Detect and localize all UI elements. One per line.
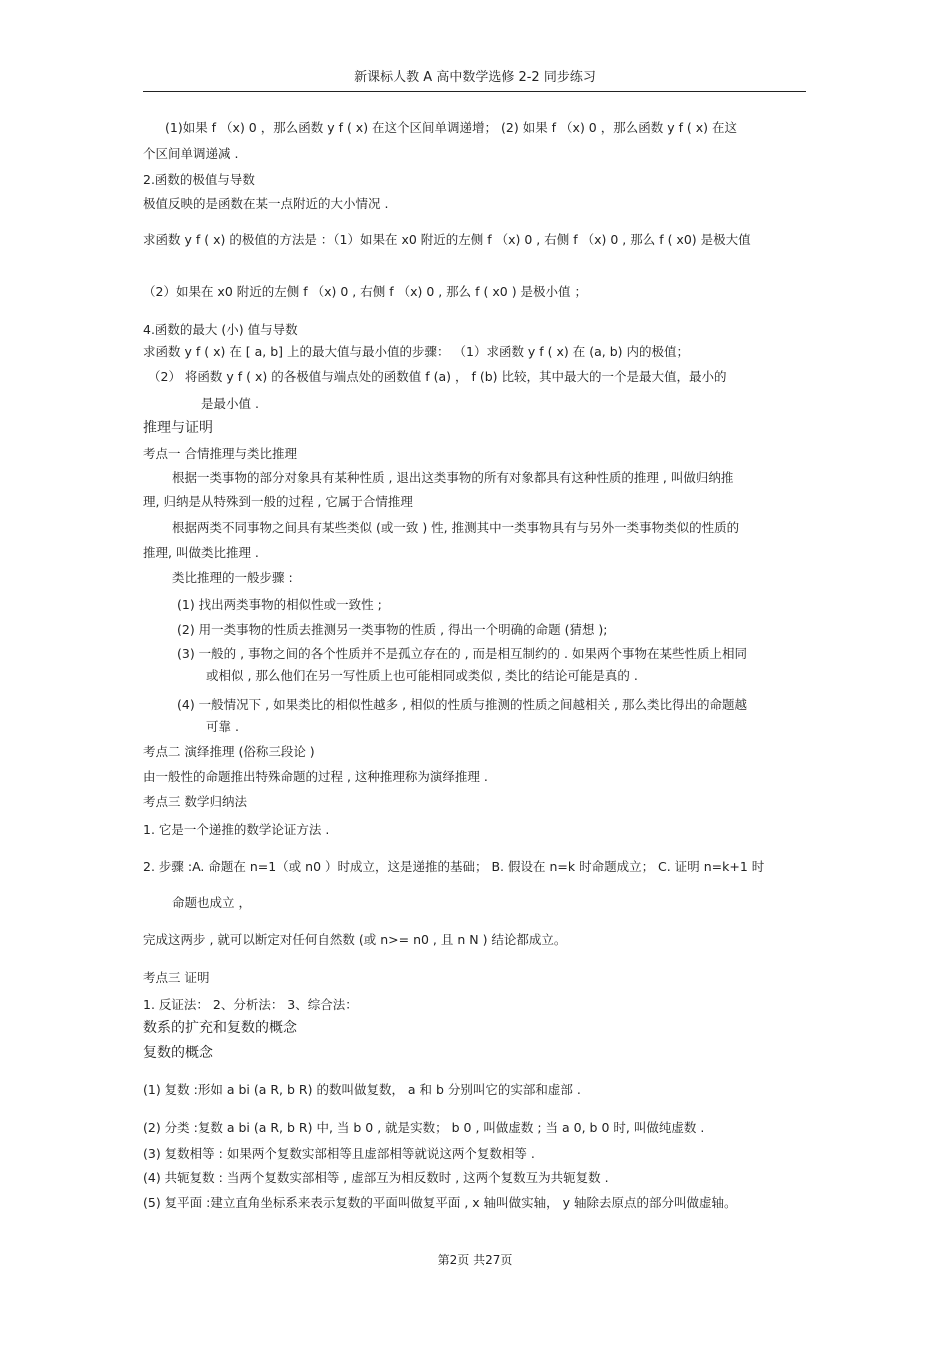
section-heading: 复数的概念 [143,1045,213,1061]
text-line: 命题也成立 ， [172,895,251,910]
text-line: 由一般性的命题推出特殊命题的过程 , 这种推理称为演绎推理 . [143,769,488,784]
text-line: 类比推理的一般步骤 : [172,570,293,585]
text-line: 1. 它是一个递推的数学论证方法 . [143,822,330,837]
text-line: 或相似 , 那么他们在另一写性质上也可能相同或类似 , 类比的结论可能是真的 . [206,668,638,683]
section-heading: 推理与证明 [143,420,213,436]
text-line: (1) 复数 :形如 a bi (a R, b R) 的数叫做复数， a 和 b 分别叫它的实部和虚部 . [143,1082,581,1097]
text-line: 求函数 y f ( x) 的极值的方法是 ：（1）如果在 x0 附近的左侧 f （x) 0 , 右侧 f （x) 0 , 那么 f ( x0) 是极大值 [143,232,751,247]
text-line: 推理, 叫做类比推理 . [143,545,259,560]
header-rule [143,91,806,92]
text-line: 2.函数的极值与导数 [143,172,255,187]
section-heading: 数系的扩充和复数的概念 [143,1020,297,1036]
text-line: （2）如果在 x0 附近的左侧 f （x) 0 , 右侧 f （x) 0 , 那么 f ( x0 ) 是极小值 ； [143,284,588,299]
text-line: 理, 归纳是从特殊到一般的过程 , 它属于合情推理 [143,494,413,509]
text-line: 可靠 . [206,719,239,734]
text-line: 极值反映的是函数在某一点附近的大小情况 . [143,196,389,211]
page-footer: 第2页 共27页 [437,1253,513,1267]
text-line: 考点二 演绎推理 (俗称三段论 ) [143,744,315,759]
text-line: (1)如果 f （x) 0 ，那么函数 y f ( x) 在这个区间单调递增； (2) 如果 f （x) 0 ，那么函数 y f ( x) 在这 [165,120,738,135]
text-line: (4) 一般情况下 , 如果类比的相似性越多 , 相似的性质与推测的性质之间越相关 , 那么类比得出的命题越 [177,697,747,712]
text-line: (3) 复数相等 : 如果两个复数实部相等且虚部相等就说这两个复数相等 . [143,1146,535,1161]
text-line: (2) 分类 :复数 a bi (a R, b R) 中, 当 b 0 , 就是实数； b 0 , 叫做虚数 ; 当 a 0, b 0 时, 叫做纯虚数 . [143,1120,705,1135]
text-line: 完成这两步 , 就可以断定对任何自然数 (或 n>= n0 , 且 n N ) 结论都成立。 [143,932,567,947]
text-line: 1. 反证法： 2、分析法： 3、综合法： [143,997,358,1012]
text-line: 根据一类事物的部分对象具有某种性质 , 退出这类事物的所有对象都具有这种性质的推理 , 叫做归纳推 [172,470,734,485]
text-line: 考点一 合情推理与类比推理 [143,446,297,461]
text-line: (1) 找出两类事物的相似性或一致性 ; [177,597,382,612]
page-header: 新课标人教 A 高中数学选修 2-2 同步练习 [354,70,596,85]
text-line: (4) 共轭复数 : 当两个复数实部相等 , 虚部互为相反数时 , 这两个复数互为共轭复数 . [143,1170,609,1185]
text-line: 考点三 数学归纳法 [143,794,247,809]
text-line: 4.函数的最大 (小) 值与导数 [143,322,298,337]
text-line: 求函数 y f ( x) 在 [ a, b] 上的最大值与最小值的步骤： （1）求函数 y f ( x) 在 (a, b) 内的极值； [143,344,690,359]
text-line: 是最小值 . [201,396,259,411]
text-line: （2） 将函数 y f ( x) 的各极值与端点处的函数值 f (a) ， f (b) 比较，其中最大的一个是最大值，最小的 [148,369,727,384]
text-line: (2) 用一类事物的性质去推测另一类事物的性质 , 得出一个明确的命题 (猜想 ); [177,622,608,637]
text-line: 2. 步骤 :A. 命题在 n=1（或 n0 ）时成立，这是递推的基础； B. 假设在 n=k 时命题成立； C. 证明 n=k+1 时 [143,859,765,874]
text-line: 根据两类不同事物之间具有某些类似 (或一致 ) 性, 推测其中一类事物具有与另外一类事物类似的性质的 [172,520,740,535]
text-line: 考点三 证明 [143,970,210,985]
text-line: 个区间单调递减 . [143,146,239,161]
text-line: (5) 复平面 :建立直角坐标系来表示复数的平面叫做复平面 , x 轴叫做实轴， y 轴除去原点的部分叫做虚轴。 [143,1195,737,1210]
text-line: (3) 一般的 , 事物之间的各个性质并不是孤立存在的 , 而是相互制约的 . 如果两个事物在某些性质上相同 [177,646,747,661]
